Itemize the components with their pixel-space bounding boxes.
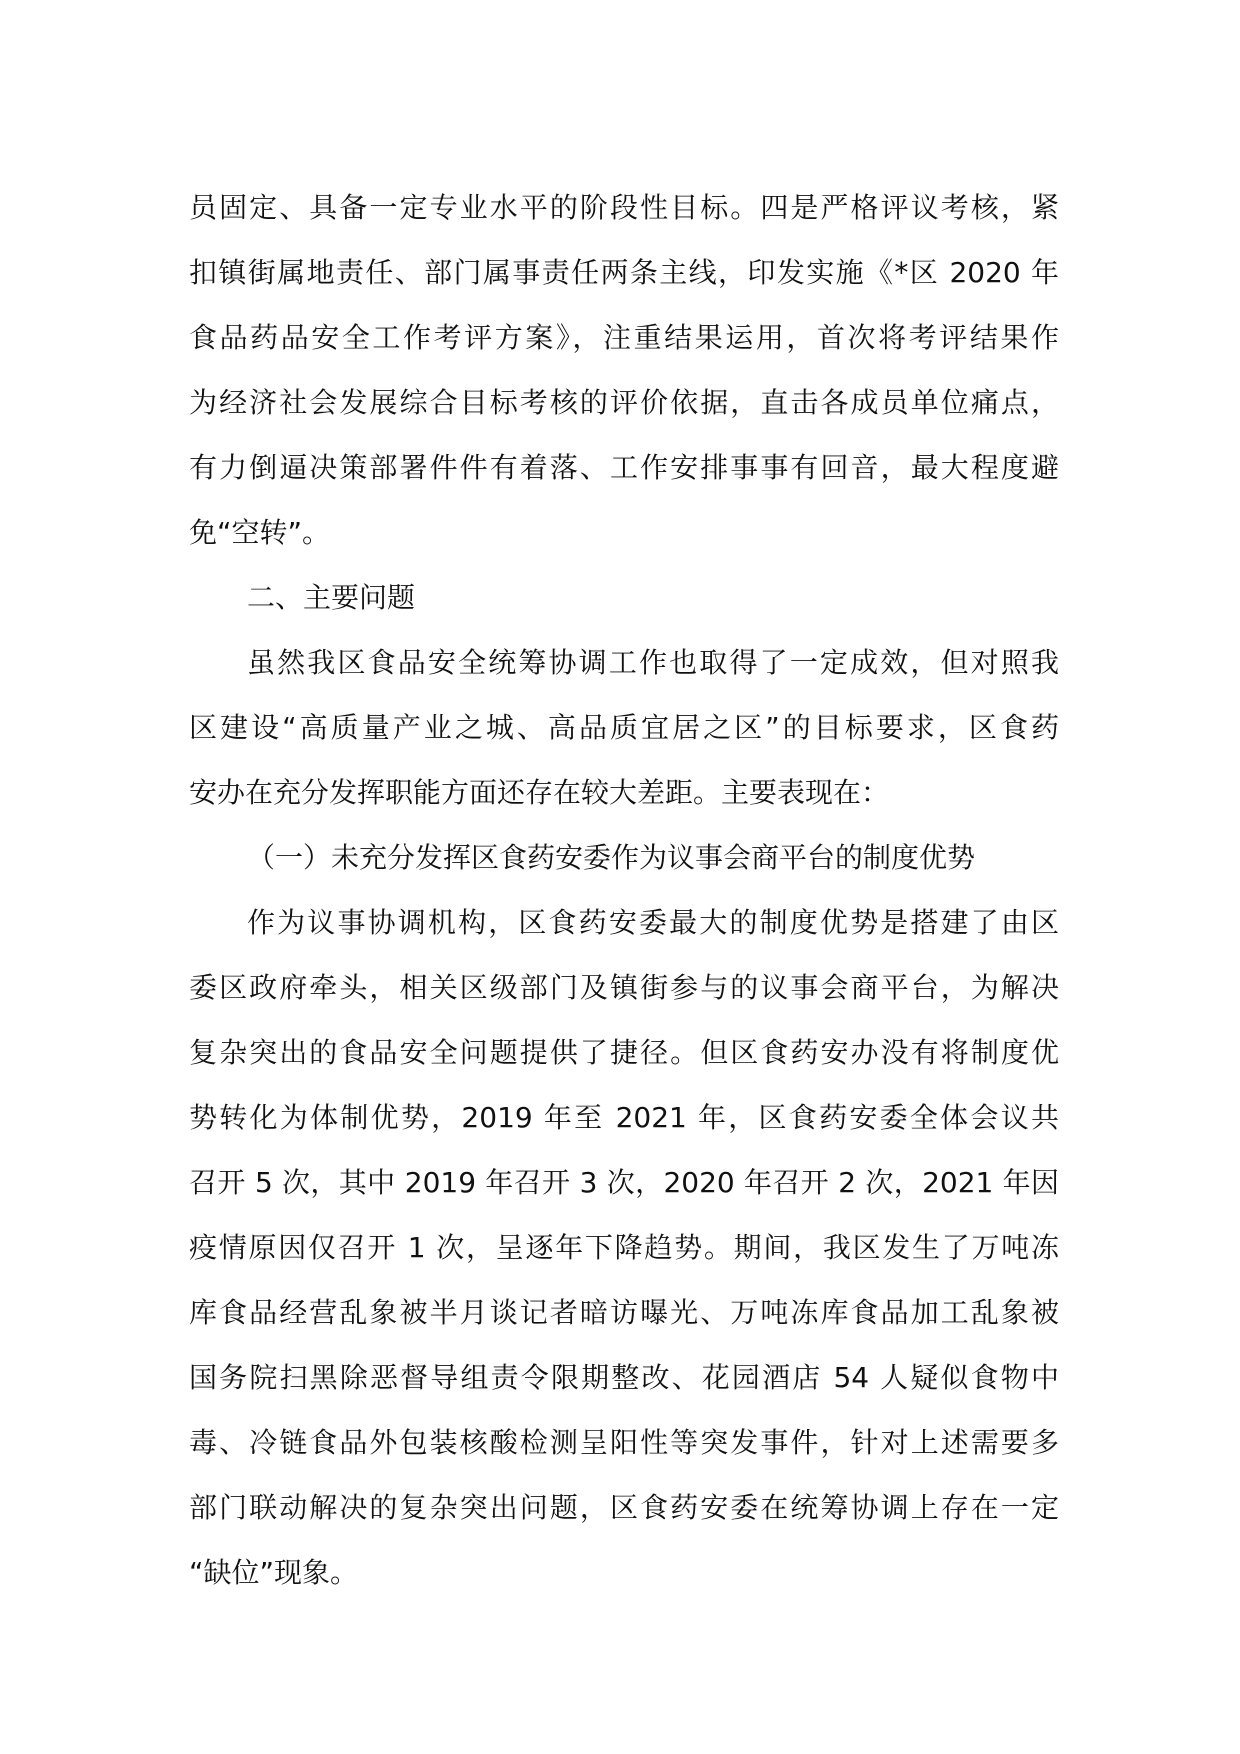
paragraph-line: 委区政府牵头，相关区级部门及镇街参与的议事会商平台，为解决 [189, 971, 1059, 1004]
paragraph-line: 为经济社会发展综合目标考核的评价依据，直击各成员单位痛点， [189, 386, 1059, 419]
paragraph-line: 员固定、具备一定专业水平的阶段性目标。四是严格评议考核，紧 [189, 191, 1059, 224]
paragraph-line: 库食品经营乱象被半月谈记者暗访曝光、万吨冻库食品加工乱象被 [189, 1296, 1059, 1329]
subsection-heading: （一）未充分发挥区食药安委作为议事会商平台的制度优势 [247, 841, 976, 874]
paragraph-line: 区建设“高质量产业之城、高品质宜居之区”的目标要求，区食药 [189, 711, 1059, 744]
paragraph-line: 有力倒逼决策部署件件有着落、工作安排事事有回音，最大程度避 [189, 451, 1059, 484]
paragraph-line: “缺位”现象。 [189, 1556, 359, 1589]
paragraph-line: 作为议事协调机构，区食药安委最大的制度优势是搭建了由区 [247, 906, 1059, 939]
paragraph-line: 复杂突出的食品安全问题提供了捷径。但区食药安办没有将制度优 [189, 1036, 1059, 1069]
paragraph-line: 部门联动解决的复杂突出问题，区食药安委在统筹协调上存在一定 [189, 1491, 1059, 1524]
paragraph-line: 虽然我区食品安全统筹协调工作也取得了一定成效，但对照我 [247, 646, 1059, 679]
document-body [189, 175, 1059, 1605]
paragraph-line: 国务院扫黑除恶督导组责令限期整改、花园酒店 54 人疑似食物中 [189, 1361, 1059, 1394]
paragraph-line: 疫情原因仅召开 1 次，呈逐年下降趋势。期间，我区发生了万吨冻 [189, 1231, 1059, 1264]
paragraph-line: 安办在充分发挥职能方面还存在较大差距。主要表现在： [189, 776, 890, 809]
paragraph-line: 扣镇街属地责任、部门属事责任两条主线，印发实施《*区 2020 年 [189, 256, 1059, 289]
section-heading: 二、主要问题 [247, 581, 416, 614]
paragraph-line: 毒、冷链食品外包装核酸检测呈阳性等突发事件，针对上述需要多 [189, 1426, 1059, 1459]
paragraph-line: 食品药品安全工作考评方案》，注重结果运用，首次将考评结果作 [189, 321, 1059, 354]
paragraph-line: 免“空转”。 [189, 516, 331, 549]
paragraph-line: 势转化为体制优势，2019 年至 2021 年，区食药安委全体会议共 [189, 1101, 1059, 1134]
paragraph-line: 召开 5 次，其中 2019 年召开 3 次，2020 年召开 2 次，2021 年因 [189, 1166, 1059, 1199]
